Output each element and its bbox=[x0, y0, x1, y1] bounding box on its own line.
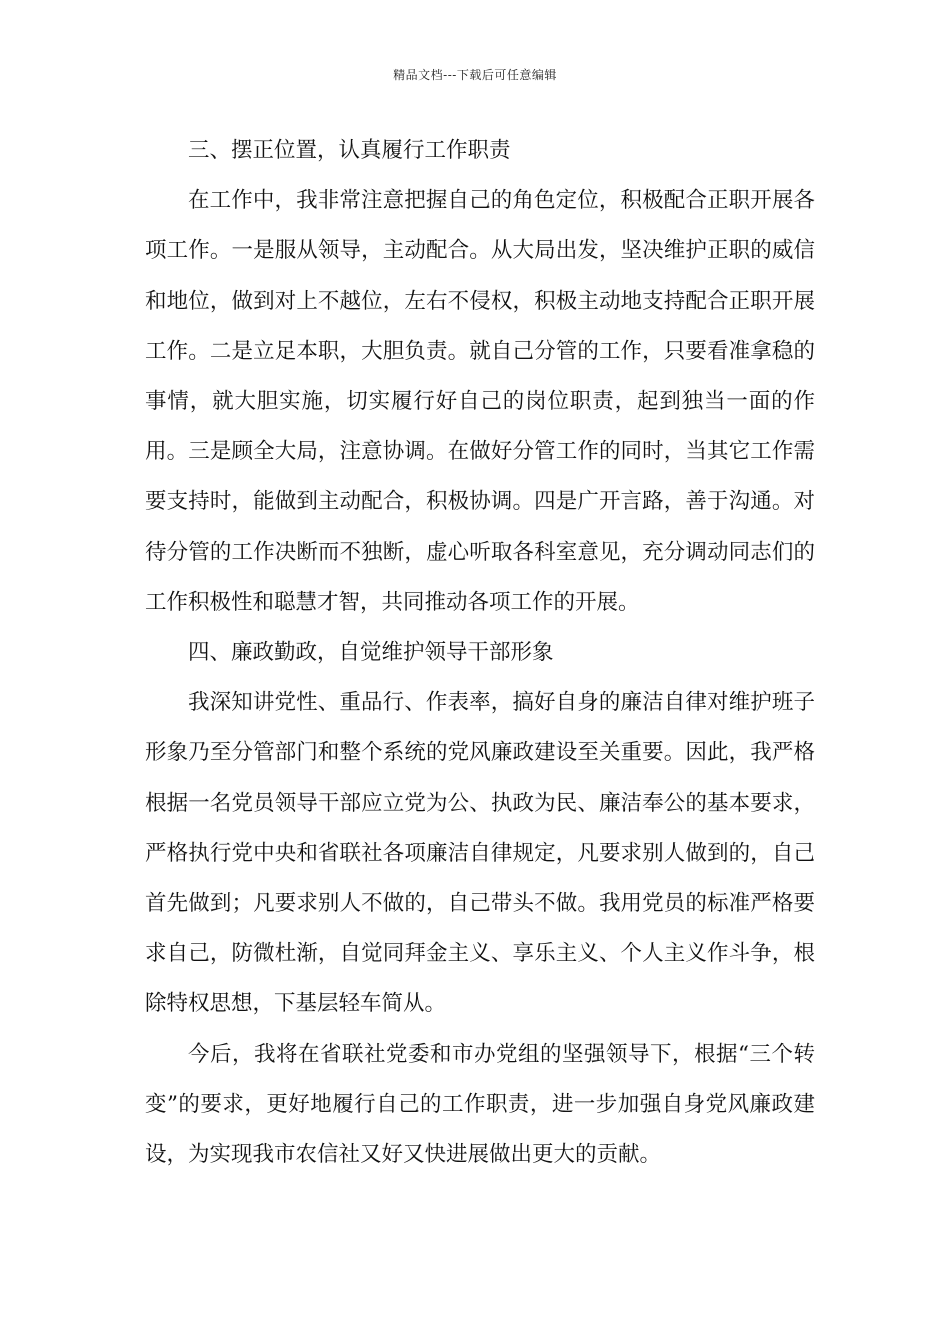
paragraph-conclusion: 今后，我将在省联社党委和市办党组的坚强领导下，根据“三个转变”的要求，更好地履行自己的工作职责，进一步加强自身党风廉政建设，为实现我市农信社又好又快进展做出更大的贡献。 bbox=[145, 1041, 815, 1168]
paragraph-integrity: 我深知讲党性、重品行、作表率，搞好自身的廉洁自律对维护班子形象乃至分管部门和整个系统的党风廉政建设至关重要。因此，我严格根据一名党员领导干部应立党为公、执政为民、廉洁奉公的基本要求，严格执行党中央和省联社各项廉洁自律规定，凡要求别人做到的，自己首先做到；凡要求别人不做的，自己带头不做。我用党员的标准严格要求自己，防微杜渐，自觉同拜金主义、享乐主义、个人主义作斗争，根除特权思想，下基层轻车简从。 bbox=[145, 690, 815, 1017]
document-body bbox=[145, 126, 815, 1180]
page-header: 精品文档---下载后可任意编辑 bbox=[393, 68, 557, 82]
paragraph-work-duties: 在工作中，我非常注意把握自己的角色定位，积极配合正职开展各项工作。一是服从领导，主动配合。从大局出发，坚决维护正职的威信和地位，做到对上不越位，左右不侵权，积极主动地支持配合正职开展工作。二是立足本职，大胆负责。就自己分管的工作，只要看准拿稳的事情，就大胆实施，切实履行好自己的岗位职责，起到独当一面的作用。三是顾全大局，注意协调。在做好分管工作的同时，当其它工作需要支持时，能做到主动配合，积极协调。四是广开言路，善于沟通。对待分管的工作决断而不独断，虚心听取各科室意见，充分调动同志们的工作积极性和聪慧才智，共同推动各项工作的开展。 bbox=[145, 188, 815, 615]
section-heading-three: 三、摆正位置，认真履行工作职责 bbox=[188, 138, 511, 163]
section-heading-four: 四、廉政勤政，自觉维护领导干部形象 bbox=[188, 640, 554, 666]
